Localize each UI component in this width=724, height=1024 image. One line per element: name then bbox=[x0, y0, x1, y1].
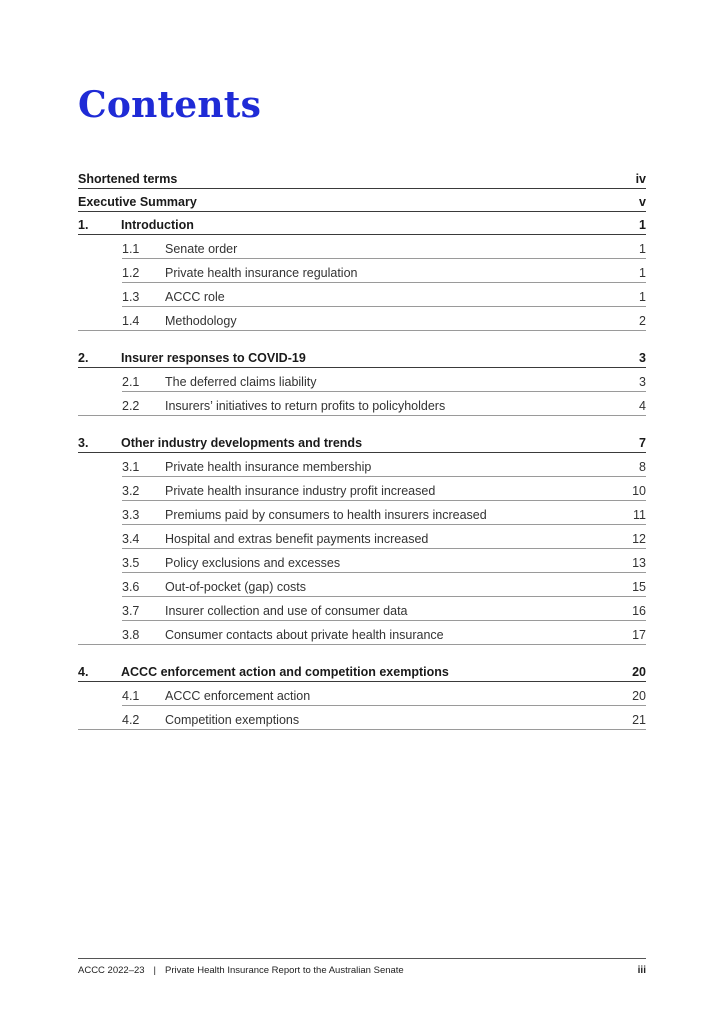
toc-section-entry[interactable] bbox=[122, 549, 646, 573]
toc-entry-label: Executive Summary bbox=[78, 195, 197, 209]
toc-chapter-number: 2. bbox=[78, 351, 89, 365]
toc-section-number: 3.8 bbox=[122, 628, 140, 642]
footer-report-title: Private Health Insurance Report to the Australian Senate bbox=[165, 965, 404, 976]
footer-separator: | bbox=[153, 965, 157, 976]
footer-citation bbox=[78, 965, 404, 976]
toc-section-label: ACCC role bbox=[165, 290, 225, 304]
toc-section-entry[interactable] bbox=[78, 706, 646, 730]
toc-chapter-page: 3 bbox=[639, 351, 646, 365]
toc-chapter-page: 1 bbox=[639, 218, 646, 232]
table-of-contents bbox=[78, 166, 646, 730]
toc-section-page: 16 bbox=[632, 604, 646, 618]
chapter-spacer bbox=[78, 645, 646, 659]
toc-section-page: 8 bbox=[639, 460, 646, 474]
toc-section-number: 3.5 bbox=[122, 556, 140, 570]
toc-section-page: 2 bbox=[639, 314, 646, 328]
toc-section-entry[interactable] bbox=[122, 597, 646, 621]
toc-section-entry[interactable] bbox=[122, 368, 646, 392]
toc-section-entry[interactable] bbox=[122, 477, 646, 501]
toc-section-entry[interactable] bbox=[122, 283, 646, 307]
toc-section-number: 3.3 bbox=[122, 508, 140, 522]
toc-section-number: 2.2 bbox=[122, 399, 140, 413]
toc-entry-page: v bbox=[639, 195, 646, 209]
toc-section-page: 10 bbox=[632, 484, 646, 498]
toc-section-label: Hospital and extras benefit payments increased bbox=[165, 532, 429, 546]
toc-section-label: The deferred claims liability bbox=[165, 375, 317, 389]
toc-section-page: 21 bbox=[632, 713, 646, 727]
toc-section-entry[interactable] bbox=[78, 307, 646, 331]
toc-section-number: 4.1 bbox=[122, 689, 140, 703]
toc-section-page: 13 bbox=[632, 556, 646, 570]
toc-section-label: Senate order bbox=[165, 242, 238, 256]
toc-section-entry[interactable] bbox=[122, 453, 646, 477]
toc-chapter-label: Other industry developments and trends bbox=[121, 436, 363, 450]
toc-section-label: Private health insurance membership bbox=[165, 460, 372, 474]
toc-section-label: Out-of-pocket (gap) costs bbox=[165, 580, 307, 594]
chapter-spacer bbox=[78, 416, 646, 430]
toc-entry-page: iv bbox=[635, 172, 646, 186]
toc-chapter-label: Introduction bbox=[121, 218, 194, 232]
toc-chapter-label: ACCC enforcement action and competition exemptions bbox=[121, 665, 449, 679]
toc-section-number: 3.1 bbox=[122, 460, 140, 474]
toc-section-number: 3.7 bbox=[122, 604, 140, 618]
footer-page-number: iii bbox=[637, 965, 646, 976]
toc-section-entry[interactable] bbox=[122, 235, 646, 259]
toc-section-number: 4.2 bbox=[122, 713, 140, 727]
toc-section-number: 1.2 bbox=[122, 266, 140, 280]
toc-section-entry[interactable] bbox=[122, 501, 646, 525]
toc-section-number: 1.3 bbox=[122, 290, 140, 304]
toc-section-label: Premiums paid by consumers to health insurers increased bbox=[165, 508, 487, 522]
toc-section-label: Competition exemptions bbox=[165, 713, 300, 727]
toc-section-label: Methodology bbox=[165, 314, 237, 328]
toc-section-number: 3.4 bbox=[122, 532, 140, 546]
toc-section-page: 1 bbox=[639, 242, 646, 256]
toc-section-entry[interactable] bbox=[122, 682, 646, 706]
toc-section-entry[interactable] bbox=[122, 259, 646, 283]
toc-chapter-label: Insurer responses to COVID-19 bbox=[121, 351, 306, 365]
toc-entry-executive-summary[interactable] bbox=[78, 189, 646, 212]
toc-section-label: Policy exclusions and excesses bbox=[165, 556, 341, 570]
toc-chapter-page: 7 bbox=[639, 436, 646, 450]
toc-section-page: 3 bbox=[639, 375, 646, 389]
toc-section-number: 1.4 bbox=[122, 314, 140, 328]
page-footer bbox=[78, 958, 646, 976]
toc-section-label: Private health insurance regulation bbox=[165, 266, 358, 280]
toc-section-page: 15 bbox=[632, 580, 646, 594]
toc-chapter-number: 1. bbox=[78, 218, 89, 232]
toc-section-entry[interactable] bbox=[78, 392, 646, 416]
toc-section-number: 3.6 bbox=[122, 580, 140, 594]
toc-chapter-entry[interactable] bbox=[78, 212, 646, 235]
page-title: Contents bbox=[78, 84, 262, 126]
toc-chapter-entry[interactable] bbox=[78, 659, 646, 682]
toc-section-entry[interactable] bbox=[78, 621, 646, 645]
toc-section-page: 17 bbox=[632, 628, 646, 642]
toc-chapter-entry[interactable] bbox=[78, 345, 646, 368]
toc-chapter-number: 3. bbox=[78, 436, 89, 450]
toc-section-page: 1 bbox=[639, 290, 646, 304]
toc-section-label: Insurers’ initiatives to return profits to policyholders bbox=[165, 399, 446, 413]
toc-entry-label: Shortened terms bbox=[78, 172, 178, 186]
toc-section-page: 12 bbox=[632, 532, 646, 546]
toc-section-label: Insurer collection and use of consumer data bbox=[165, 604, 408, 618]
footer-org-year: ACCC 2022–23 bbox=[78, 965, 145, 976]
toc-section-page: 20 bbox=[632, 689, 646, 703]
toc-section-number: 2.1 bbox=[122, 375, 140, 389]
toc-section-entry[interactable] bbox=[122, 525, 646, 549]
toc-chapter-number: 4. bbox=[78, 665, 89, 679]
toc-section-number: 3.2 bbox=[122, 484, 140, 498]
toc-chapter-entry[interactable] bbox=[78, 430, 646, 453]
toc-section-page: 11 bbox=[633, 508, 646, 522]
toc-entry-shortened-terms[interactable] bbox=[78, 166, 646, 189]
toc-chapter-page: 20 bbox=[632, 665, 646, 679]
toc-section-number: 1.1 bbox=[122, 242, 140, 256]
toc-section-label: Consumer contacts about private health insurance bbox=[165, 628, 444, 642]
toc-section-entry[interactable] bbox=[122, 573, 646, 597]
toc-section-page: 4 bbox=[639, 399, 646, 413]
toc-section-page: 1 bbox=[639, 266, 646, 280]
toc-section-label: Private health insurance industry profit increased bbox=[165, 484, 436, 498]
chapter-spacer bbox=[78, 331, 646, 345]
toc-section-label: ACCC enforcement action bbox=[165, 689, 311, 703]
